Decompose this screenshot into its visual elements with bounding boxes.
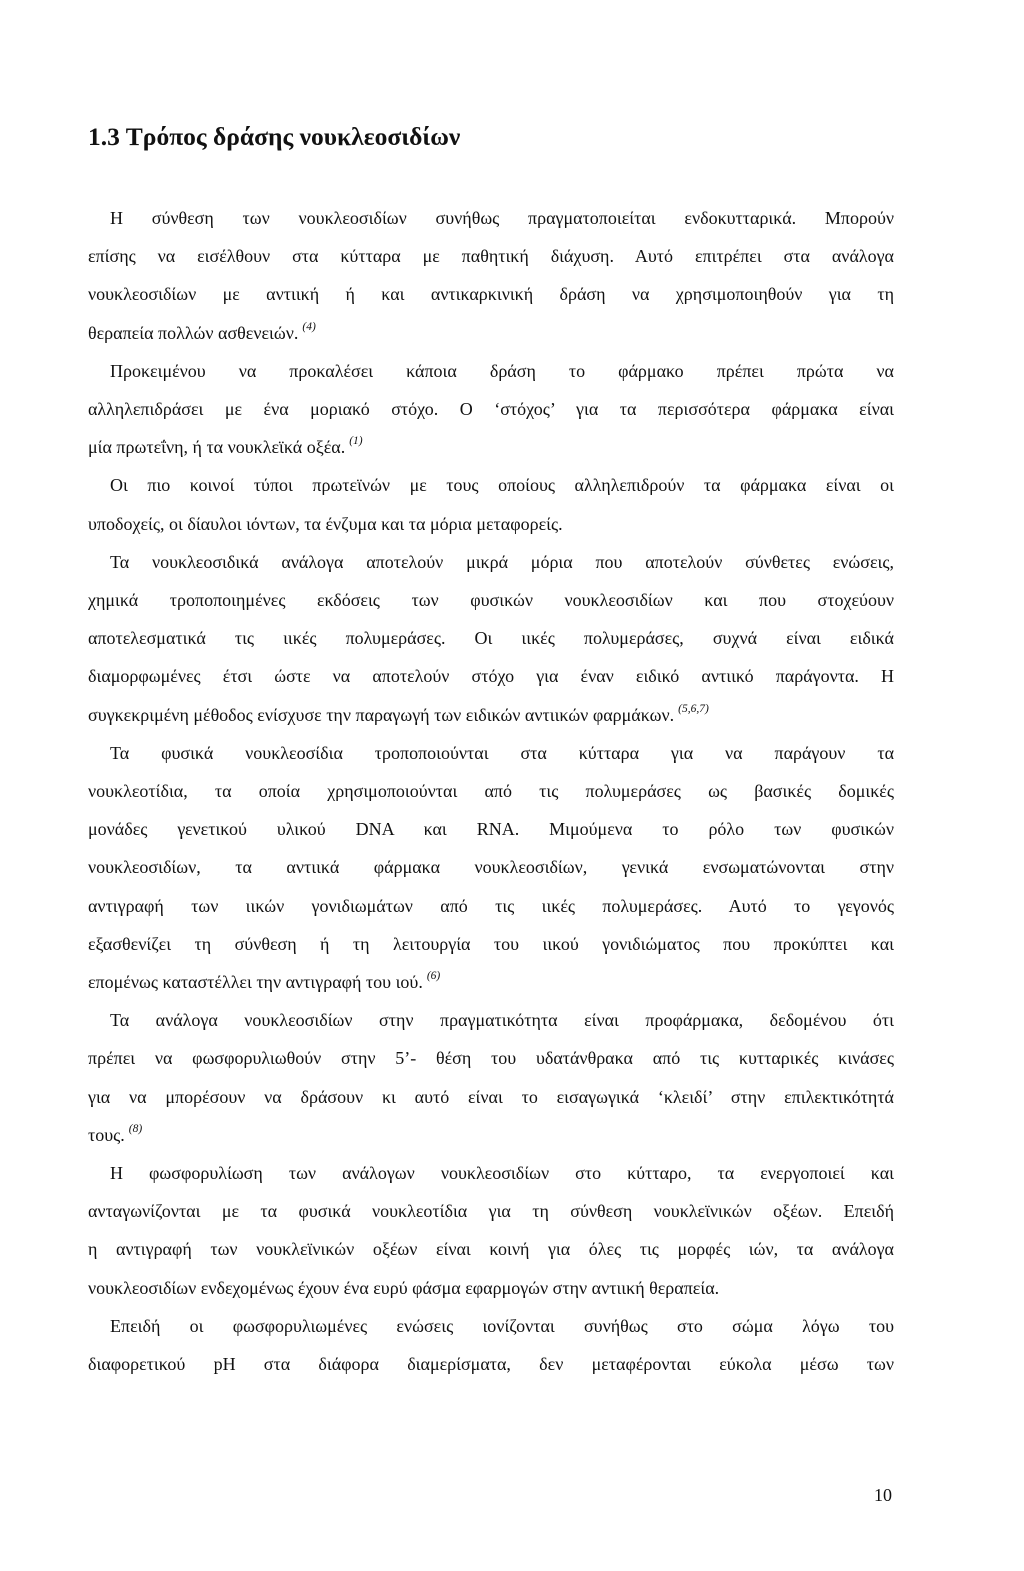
paragraph-line: νουκλεοσιδίων, τα αντιικά φάρμακα νουκλεοσιδίων, γενικά ενσωματώνονται στην <box>88 857 894 878</box>
paragraph-line-last <box>88 696 894 734</box>
paragraph-line: εξασθενίζει τη σύνθεση ή τη λειτουργία του ιικού γονιδιώματος που προκύπτει και <box>88 933 894 954</box>
page-number: 10 <box>874 1485 892 1505</box>
paragraph-line: αλληλεπιδράσει με ένα μοριακό στόχο. Ο ‘στόχος’ για τα περισσότερα φάρμακα είναι <box>88 399 894 420</box>
paragraph-line: επίσης να εισέλθουν στα κύτταρα με παθητική διάχυση. Αυτό επιτρέπει στα ανάλογα <box>88 246 894 267</box>
citation-marker: (1) <box>349 435 363 448</box>
paragraph-line-last: νουκλεοσιδίων ενδεχομένως έχουν ένα ευρύ φάσμα εφαρμογών στην αντιική θεραπεία. <box>88 1277 720 1298</box>
paragraph-phosphorylation <box>88 1154 894 1307</box>
citation-marker: (4) <box>302 320 316 333</box>
paragraph-line: Η φωσφορυλίωση των ανάλογων νουκλεοσιδίων στο κύτταρο, τα ενεργοποιεί και <box>110 1163 894 1184</box>
paragraph-line: Τα φυσικά νουκλεοσίδια τροποποιούνται στα κύτταρα για να παράγουν τα <box>110 742 894 763</box>
paragraph-line-last <box>88 314 894 352</box>
section-heading: 1.3 Τρόπος δράσης νουκλεοσιδίων <box>88 122 461 151</box>
paragraph-line-last <box>88 963 894 1001</box>
paragraph-target <box>88 352 894 467</box>
citation-marker: (8) <box>128 1122 143 1135</box>
paragraph-prodrugs <box>88 1001 894 1154</box>
paragraph-line: αποτελεσματικά τις ιικές πολυμεράσες. Οι ιικές πολυμεράσες, συχνά είναι ειδικά <box>88 628 894 649</box>
paragraph-natural-nucleosides <box>88 734 894 1001</box>
paragraph-line-text: επομένως καταστέλλει την αντιγραφή του ιού. <box>88 972 423 993</box>
paragraph-line: Οι πιο κοινοί τύποι πρωτεϊνών με τους οποίους αλληλεπιδρούν τα φάρμακα είναι οι <box>110 475 894 496</box>
paragraph-intro <box>88 199 894 352</box>
paragraph-line: χημικά τροποποιημένες εκδόσεις των φυσικών νουκλεοσιδίων και που στοχεύουν <box>88 590 894 611</box>
paragraph-line: νουκλεοτίδια, τα οποία χρησιμοποιούνται από τις πολυμεράσες ως βασικές δομικές <box>88 781 894 802</box>
paragraph-line: Επειδή οι φωσφορυλιωμένες ενώσεις ιονίζονται συνήθως στο σώμα λόγω του <box>110 1315 894 1336</box>
paragraph-line: διαφορετικού pH στα διάφορα διαμερίσματα, δεν μεταφέρονται εύκολα μέσω των <box>88 1354 894 1375</box>
paragraph-line: νουκλεοσιδίων με αντιική ή και αντικαρκινική δράση να χρησιμοποιηθούν για τη <box>88 284 894 305</box>
paragraph-line: Τα ανάλογα νουκλεοσιδίων στην πραγματικότητα είναι προφάρμακα, δεδομένου ότι <box>110 1010 894 1031</box>
paragraph-line-text: θεραπεία πολλών ασθενειών. <box>88 322 299 343</box>
citation-marker: (6) <box>426 970 441 983</box>
paragraph-line-last <box>88 1116 894 1154</box>
paragraph-line: Η σύνθεση των νουκλεοσιδίων συνήθως πραγματοποιείται ενδοκυτταρικά. Μπορούν <box>110 208 894 228</box>
paragraph-line-last <box>88 428 894 466</box>
paragraph-nucleoside-analogs <box>88 543 894 734</box>
paragraph-line: Τα νουκλεοσιδικά ανάλογα αποτελούν μικρά μόρια που αποτελούν σύνθετες ενώσεις, <box>110 551 894 572</box>
paragraph-line: ανταγωνίζονται με τα φυσικά νουκλεοτίδια για τη σύνθεση νουκλεϊνικών οξέων. Επειδή <box>88 1201 894 1222</box>
paragraph-line-text: τους. <box>88 1124 125 1145</box>
body-text <box>88 199 894 1383</box>
paragraph-line: διαμορφωμένες έτσι ώστε να αποτελούν στόχο για έναν ειδικό αντιικό παράγοντα. Η <box>88 666 894 687</box>
paragraph-ionization <box>88 1307 894 1383</box>
citation-marker: (5,6,7) <box>678 702 709 715</box>
paragraph-line-text: συγκεκριμένη μέθοδος ενίσχυσε την παραγωγή των ειδικών αντιικών φαρμάκων. <box>88 704 675 725</box>
paragraph-protein-types <box>88 466 894 542</box>
paragraph-line: για να μπορέσουν να δράσουν κι αυτό είναι το εισαγωγικά ‘κλειδί’ στην επιλεκτικότητά <box>88 1086 894 1107</box>
paragraph-line: αντιγραφή των ιικών γονιδιωμάτων από τις ιικές πολυμεράσες. Αυτό το γεγονός <box>88 895 894 916</box>
paragraph-line-text: μία πρωτεΐνη, ή τα νουκλεϊκά οξέα. <box>88 437 346 458</box>
paragraph-line: η αντιγραφή των νουκλεϊνικών οξέων είναι κοινή για όλες τις μορφές ιών, τα ανάλογα <box>88 1239 894 1260</box>
paragraph-line: Προκειμένου να προκαλέσει κάποια δράση το φάρμακο πρέπει πρώτα να <box>110 360 894 381</box>
paragraph-line: μονάδες γενετικού υλικού DNA και RNA. Μιμούμενα το ρόλο των φυσικών <box>88 819 894 840</box>
paragraph-line: πρέπει να φωσφορυλιωθούν στην 5’- θέση του υδατάνθρακα από τις κυτταρικές κινάσες <box>88 1048 894 1069</box>
paragraph-line-last: υποδοχείς, οι δίαυλοι ιόντων, τα ένζυμα και τα μόρια μεταφορείς. <box>88 513 563 534</box>
